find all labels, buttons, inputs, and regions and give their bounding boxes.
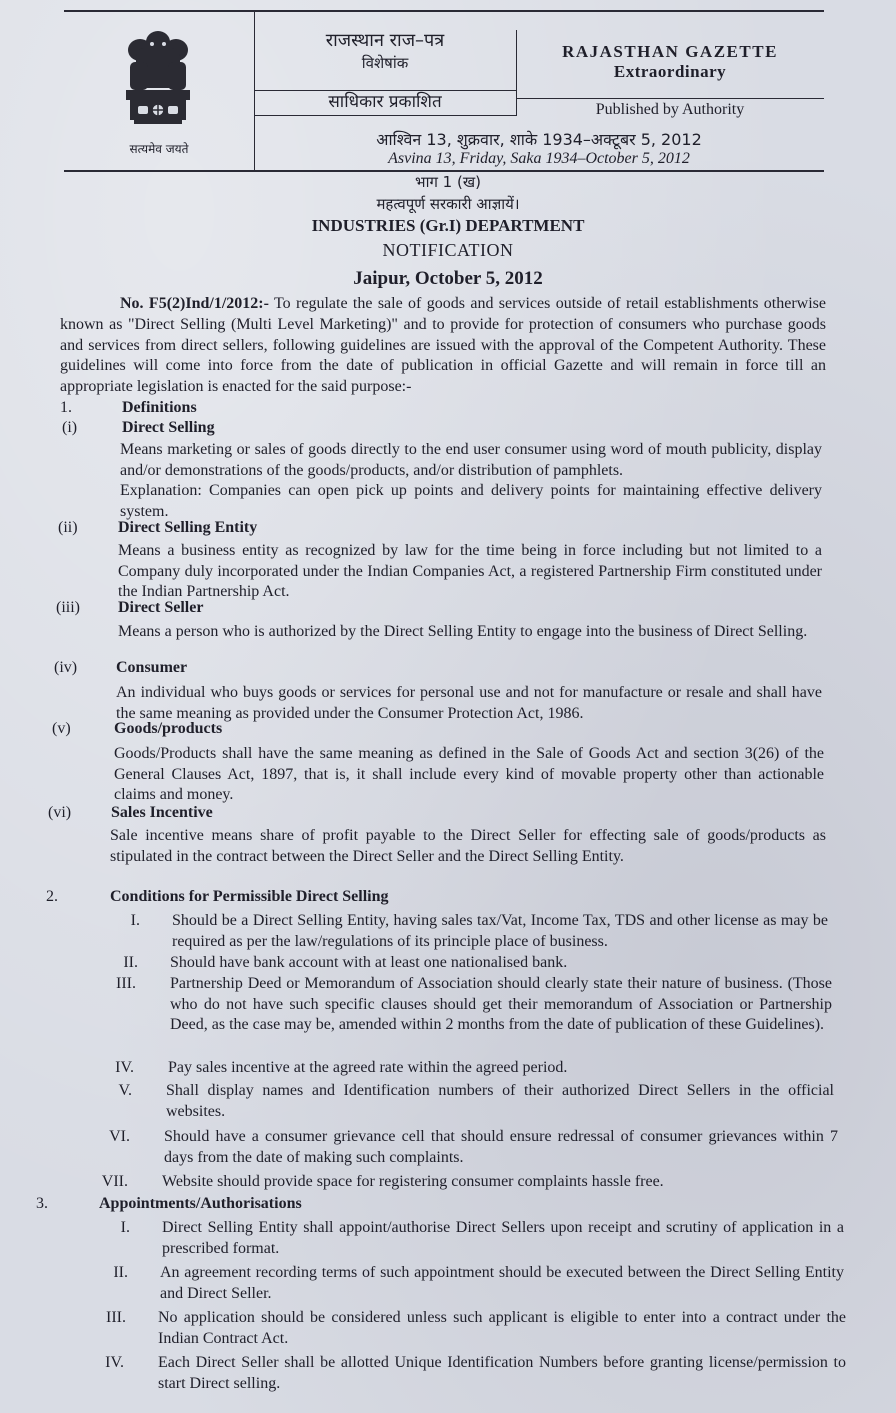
hindi-gazette-title <box>254 30 517 90</box>
item-explanation: Explanation: Companies can open pick up points and delivery points for maintaining effective delivery system. <box>120 482 822 520</box>
hindi-title: राजस्थान राज–पत्र <box>325 30 445 51</box>
item-heading: Sales Incentive <box>111 804 213 821</box>
item-number: V. <box>118 1082 132 1099</box>
orders-hindi: महत्वपूर्ण सरकारी आज्ञायें। <box>376 195 520 213</box>
english-authority: Published by Authority <box>516 98 824 123</box>
item-heading: Goods/products <box>114 720 223 737</box>
item-text: An agreement recording terms of such appointment should be executed between the Direct Selling Entity and Direct Seller. <box>160 1264 844 1302</box>
item-text: Goods/Products shall have the same meaning as defined in the Sale of Goods Act and section 3(26) of the General Clauses Act, 1897, that is, it shall include every kind of movable property other than actionable claims and money. <box>114 745 824 803</box>
item-text: Should have bank account with at least one nationalised bank. <box>170 954 568 971</box>
item-heading: Direct Selling Entity <box>118 519 258 536</box>
item-text: Direct Selling Entity shall appoint/authorise Direct Sellers upon receipt and scrutiny of application in a prescribed format. <box>162 1219 844 1257</box>
item-text: Website should provide space for registering consumer complaints hassle free. <box>162 1173 664 1190</box>
part-label: भाग 1 (ख) <box>415 173 481 191</box>
date-english: Asvina 13, Friday, Saka 1934–October 5, 2012 <box>388 150 690 167</box>
item-text: Means a person who is authorized by the Direct Selling Entity to engage into the business of Direct Selling. <box>118 623 808 640</box>
item-heading: Consumer <box>116 659 188 676</box>
item-number: I. <box>120 1219 130 1236</box>
item-number: IV. <box>105 1354 124 1371</box>
emblem-box <box>64 12 255 170</box>
english-subtitle: Extraordinary <box>613 62 727 81</box>
notification-title: NOTIFICATION <box>382 240 514 260</box>
item-text: An individual who buys goods or services for personal use and not for manufacture or resale and shall have the same meaning as provided under the Consumer Protection Act, 1986. <box>116 684 822 722</box>
item-text: Pay sales incentive at the agreed rate within the agreed period. <box>168 1059 568 1076</box>
item-number: (v) <box>52 720 71 737</box>
item-text: Sale incentive means share of profit payable to the Direct Seller for effecting sale of goods/products as stipulated in the contract between the Direct Seller and the Direct Selling Entity. <box>110 827 826 865</box>
section-number: 1. <box>60 399 72 416</box>
hindi-authority: साधिकार प्रकाशित <box>254 90 517 116</box>
item-number: II. <box>113 1264 128 1281</box>
item-text: Should have a consumer grievance cell that should ensure redressal of consumer grievances within 7 days from the date of making such complaints. <box>164 1128 838 1166</box>
emblem-motto: सत्यमेव जयते <box>129 142 189 156</box>
english-title: RAJASTHAN GAZETTE <box>562 42 778 61</box>
department-title: INDUSTRIES (Gr.I) DEPARTMENT <box>311 216 585 235</box>
hindi-subtitle: विशेषांक <box>361 54 409 72</box>
section-heading: Appointments/Authorisations <box>99 1195 302 1212</box>
item-text: No application should be considered unless such applicant is eligible to enter into a contract under the Indian Contract Act. <box>158 1309 846 1347</box>
item-heading: Direct Selling <box>122 419 215 436</box>
national-emblem-icon <box>116 28 200 140</box>
item-number: VI. <box>109 1128 130 1145</box>
item-number: I. <box>130 912 140 929</box>
item-text: Means a business entity as recognized by law for the time being in force including but not limited to a Company duly incorporated under the Indian Companies Act, a registered Partnership Firm constituted under the Indian Partnership Act. <box>118 542 822 600</box>
section-heading: Conditions for Permissible Direct Selling <box>110 888 389 905</box>
item-number: III. <box>116 975 136 992</box>
item-text: Means marketing or sales of goods directly to the end user consumer using word of mouth publicity, display and/or demonstrations of the goods/products, and/or distribution of pamphlets. <box>120 441 822 479</box>
item-number: (iv) <box>54 659 78 676</box>
item-number: (ii) <box>58 519 78 536</box>
item-text: Partnership Deed or Memorandum of Association should clearly state their nature of business. (Those who do not have such specific clauses should get their memorandum of Association or Partnership Deed, as the case may be, amended within 2 months from the date of publication of these Guidelines). <box>170 975 832 1033</box>
section-number: 2. <box>46 888 58 905</box>
item-text: Should be a Direct Selling Entity, having sales tax/Vat, Income Tax, TDS and other license as may be required as per the law/regulations of its principle place of business. <box>172 912 828 950</box>
notification-number: No. F5(2)Ind/1/2012:- <box>120 295 269 312</box>
item-text: Each Direct Seller shall be allotted Unique Identification Numbers before granting license/permission to start Direct selling. <box>158 1354 846 1392</box>
item-number: III. <box>106 1309 126 1326</box>
item-number: VII. <box>101 1173 128 1190</box>
item-number: IV. <box>115 1059 134 1076</box>
item-heading: Direct Seller <box>118 599 204 616</box>
item-number: (vi) <box>48 804 72 821</box>
item-number: II. <box>123 954 138 971</box>
item-text: Shall display names and Identification numbers of their authorized Direct Sellers in the official websites. <box>166 1082 834 1120</box>
date-hindi: आश्विन 13, शुक्रवार, शाके 1934–अक्टूबर 5, 2012 <box>376 130 702 149</box>
english-gazette-title <box>516 42 824 82</box>
item-number: (i) <box>62 419 78 436</box>
section-heading: Definitions <box>122 399 197 416</box>
item-number: (iii) <box>56 599 80 616</box>
place-date: Jaipur, October 5, 2012 <box>353 268 543 289</box>
intro-text: To regulate the sale of goods and services outside of retail establishments otherwise known as "Direct Selling (Multi Level Marketing)" and to provide for protection of consumers who purchase goods and services from direct sellers, following guidelines are issued with the approval of the Competent Authority. These guidelines will come into force from the date of publication in official Gazette and will remain in force till an appropriate legislation is enacted for the said purpose:- <box>60 295 826 396</box>
gazette-header <box>64 10 824 172</box>
intro-paragraph <box>60 294 826 398</box>
section-number: 3. <box>36 1195 48 1212</box>
